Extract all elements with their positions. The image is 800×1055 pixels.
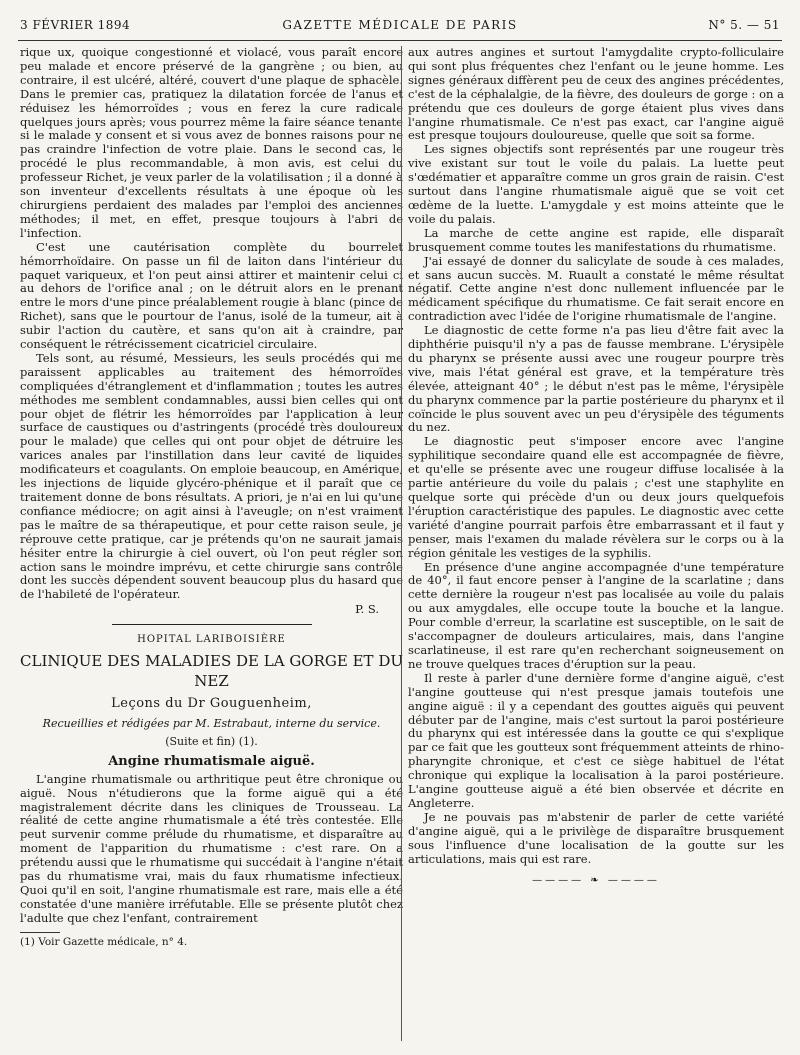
paragraph: Les signes objectifs sont représentés par une rougeur très vive existant sur tout le voile du palais. La luette peut s'œdématier et apparaître comme un gros grain de raisin. C'est surtout dans l'angine rhumatismale aiguë que se voit cet œdème de la luette. L'amygdale y est moins atteinte que le voile du palais.	[408, 142, 784, 226]
lecons-line: Leçons du Dr Gouguenheim,	[111, 696, 312, 712]
signature: P. S.	[355, 602, 379, 617]
page-header	[20, 12, 780, 42]
paragraph: L'angine rhumatismale ou arthritique peut être chronique ou aiguë. Nous n'étudierons que la forme aiguë qui a été magistralement décrite dans les cliniques de Trousseau. La réalité de cette angine rhumatismale a été très contestée. Elle peut survenir comme prélude du rhumatisme, et disparaître au moment de l'apparition du rhumatisme : c'est rare. On a prétendu aussi que le rhumatisme qui succédait à l'angine n'était pas du rhumatisme vrai, mais du faux rhumatisme infectieux. Quoi qu'il en soit, l'angine rhumatismale est rare, mais elle a été constatée d'une manière irréfutable. Elle se présente plutôt chez l'adulte que chez l'enfant, contrairement	[20, 771, 403, 925]
ornament-divider: ———— ❧ ————	[532, 875, 660, 887]
paragraph: J'ai essayé de donner du salicylate de soude à ces malades, et sans aucun succès. M. Ruault a constaté le même résultat négatif. Cette angine n'est donc nullement influencée par le médicament spécifique du rhumatisme. Ce fait serait encore en contradiction avec l'idée de l'origine rhumatismale de l'angine.	[408, 253, 784, 324]
editor-line: Recueillies et rédigées par M. Estrabaut, interne du service.	[42, 716, 381, 730]
header-rule	[18, 40, 782, 41]
paragraph: Le diagnostic peut s'imposer encore avec l'angine syphilitique secondaire quand elle est accompagnée de fièvre, et qu'elle se présente avec une rougeur diffuse localisée à la partie antérieure du voile du palais ; c'est une staphylite en quelque sorte qui précède d'un ou deux jours quelquefois l'éruption caractéristique des papules. Le diagnostic avec cette variété d'angine pourrait parfois être embarrassant et il faut y penser, mais l'examen du malade révèlera sur le corps ou à la région génitale les vestiges de la syphilis.	[408, 434, 784, 560]
clinic-title: CLINIQUE DES MALADIES DE LA GORGE ET DU NEZ	[20, 652, 403, 691]
hospital-name: HOPITAL LARIBOISIÈRE	[137, 634, 286, 646]
section-heading: Angine rhumatismale aiguë.	[108, 753, 315, 769]
page-number: N° 5. — 51	[708, 18, 780, 32]
footnote-rule	[20, 932, 60, 933]
left-column	[20, 46, 403, 1041]
issue-date: 3 FÉVRIER 1894	[20, 18, 131, 32]
column-divider	[401, 46, 402, 1041]
paragraph: En présence d'une angine accompagnée d'une température de 40°, il faut encore penser à l'angine de la scarlatine ; dans cette dernière la rougeur n'est pas localisée au voile du palais ou aux amygdales, elle occupe toute la bouche et la langue. Pour comble d'erreur, la scarlatine est susceptible, on le sait de s'accompagner de douleurs articulaires, mais, dans l'angine scarlatineuse, il est rare qu'en recherchant soigneusement on ne trouve quelques traces d'éruption sur la peau.	[408, 559, 784, 671]
paragraph: Le diagnostic de cette forme n'a pas lieu d'être fait avec la diphthérie puisqu'il n'y a pas de fausse membrane. L'érysipèle du pharynx se présente aussi avec une rougeur pourpre très vive, mais l'état général est grave, et la température très élevée, atteignant 40° ; le début n'est pas le même, l'érysipèle du pharynx commence par la partie postérieure du pharynx et il coïncide le plus souvent avec un peu d'érysipèle des téguments du nez.	[408, 323, 784, 435]
section-divider	[112, 624, 312, 625]
paragraph: rique ux, quoique congestionné et violacé, vous paraît encore peu malade et encore préservé de la gangrène ; ou bien, au contraire, il est ulcéré, altéré, couvert d'une plaque de sphacèle. Dans le premier cas, pratiquez la dilatation forcée de l'anus et réduisez les hémorroïdes ; vous en ferez la cure radicale quelques jours après; vous pourrez même la faire séance tenante si le malade y consent et si vous avez de bonnes raisons pour ne pas craindre l'infection de votre plaie. Dans le second cas, le procédé le plus recommandable, à mon avis, est celui du professeur Richet, je veux parler de la volatilisation ; il a donné à son inventeur d'excellents résultats à une époque où les chirurgiens perdaient des malades par l'emploi des anciennes méthodes; il met, en effet, presque toujours à l'abri de l'infection.	[20, 46, 403, 240]
paragraph: La marche de cette angine est rapide, elle disparaît brusquement comme toutes les manifestations du rhumatisme.	[408, 225, 784, 254]
right-column	[408, 46, 784, 1041]
paragraph: aux autres angines et surtout l'amygdalite crypto-folliculaire qui sont plus fréquentes chez l'enfant ou le jeune homme. Les signes généraux diffèrent peu de ceux des angines précédentes, c'est de la céphalalgie, de la fièvre, des douleurs de gorge : on a prétendu que ces douleurs de gorge étaient plus vives dans l'angine rhumatismale. Ce n'est pas exact, car l'angine aiguë est presque toujours douloureuse, quelle que soit sa forme.	[408, 46, 784, 143]
paragraph: Tels sont, au résumé, Messieurs, les seuls procédés qui me paraissent applicables au traitement des hémorroïdes compliquées d'étranglement et d'inflammation ; toutes les autres méthodes me semblent condamnables, aussi bien celles qui ont pour objet de flétrir les hémorroïdes par l'application à leur surface de caustiques ou d'astringents (procédé très douloureux pour le malade) que celles qui ont pour objet de détruire les varices anales par l'instillation dans leur cavité de liquides modificateurs et coagulants. On emploie beaucoup, en Amérique, les injections de liquide glycéro-phénique et il paraît que ce traitement donne de bons résultats. A priori, je n'ai en lui qu'une confiance médiocre; on agit ainsi à l'aveugle; on n'est vraiment pas le maître de sa thérapeutique, et pour cette raison seule, je réprouve cette pratique, car je prétends qu'on ne saurait jamais hésiter entre la chirurgie à ciel ouvert, où l'on peut régler son action sans le moindre imprévu, et cette chirurgie sans contrôle dont les succès dépendent souvent beaucoup plus du hasard que de l'habileté de l'opérateur.	[20, 350, 403, 602]
paragraph: Il reste à parler d'une dernière forme d'angine aiguë, c'est l'angine goutteuse qui n'est presque jamais toutefois une angine aiguë : il y a cependant des gouttes aiguës qui peuvent débuter par de l'angine, mais c'est surtout la paroi postérieure du pharynx qui est intéressée dans la goutte ce qui s'explique par ce fait que les goutteux sont fréquemment atteints de rhino-pharyngite chronique, et c'est ce siège habituel de l'état chronique qui explique la localisation à la paroi postérieure. L'angine goutteuse aiguë a été bien observée et décrite en Angleterre.	[408, 670, 784, 810]
journal-title: GAZETTE MÉDICALE DE PARIS	[282, 18, 518, 32]
footnote: (1) Voir Gazette médicale, n° 4.	[20, 935, 188, 948]
paragraph: Je ne pouvais pas m'abstenir de parler de cette variété d'angine aiguë, qui a le privilège de disparaître brusquement sous l'influence d'une localisation de la goutte sur les articulations, mais qui est rare.	[408, 809, 784, 866]
paragraph: C'est une cautérisation complète du bourrelet hémorrhoïdaire. On passe un fil de laiton dans l'intérieur du paquet variqueux, et l'on peut ainsi attirer et maintenir celui ci au dehors de l'orifice anal ; on le détruit alors en le prenant entre le mors d'une pince préalablement rougie à blanc (pince de Richet), sans que le pourtour de l'anus, isolé de la tumeur, ait à subir l'action du cautère, et sans qu'on ait à craindre, par conséquent le rétrécissement cicatriciel circulaire.	[20, 239, 403, 352]
continuation-note: (Suite et fin) (1).	[165, 734, 258, 748]
